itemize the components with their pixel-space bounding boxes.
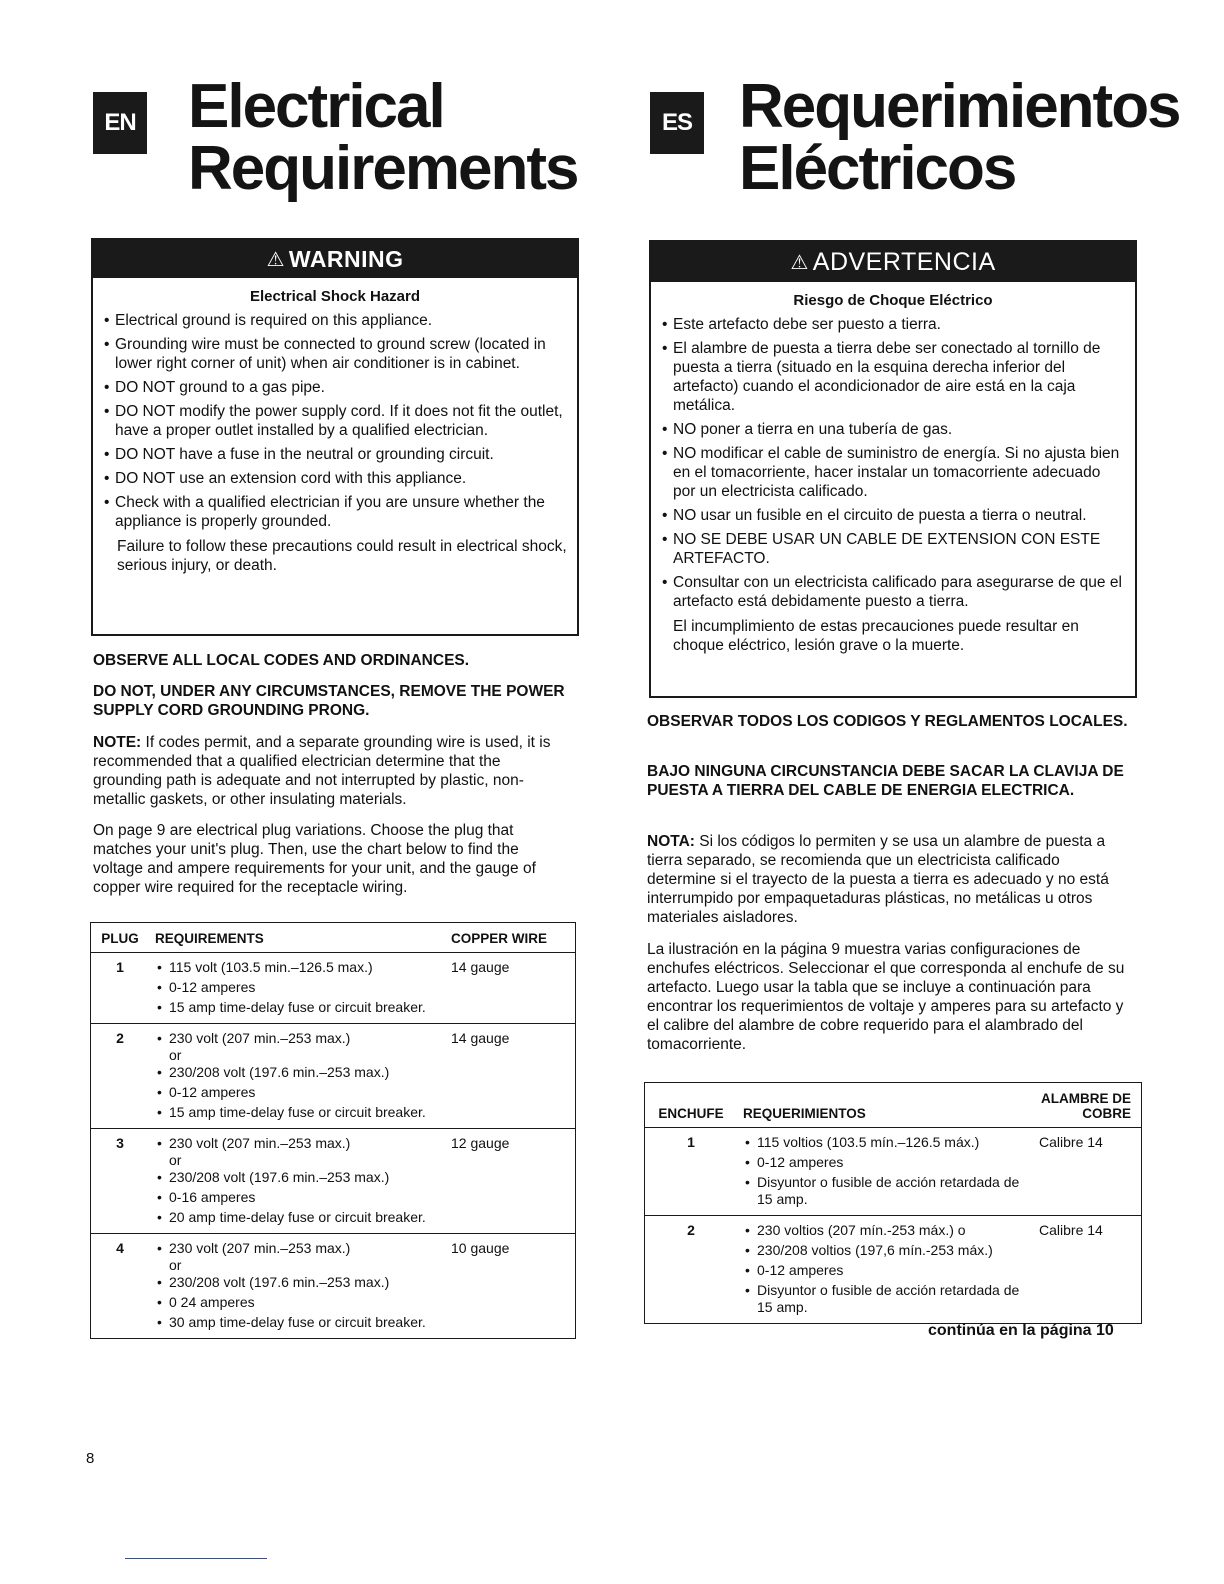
requirement-item: • 0-12 amperes [169,1084,439,1101]
or-separator: or [169,1047,182,1063]
note-label: NOTA: [647,833,695,850]
warning-box-es [649,240,1137,698]
warning-subtitle: Riesgo de Choque Eléctrico [793,292,993,309]
warning-item: • DO NOT modify the power supply cord. If it does not fit the outlet, have a proper outlet installed by a qualified electrician. [115,402,569,440]
note-paragraph [93,733,571,809]
requirement-item: • 30 amp time-delay fuse or circuit breaker. [169,1314,439,1331]
requirement-item: • 0-12 amperes [757,1154,1027,1171]
warning-item: • Este artefacto debe ser puesto a tierra. [673,315,1127,334]
warning-header-label: ADVERTENCIA [812,247,996,276]
warning-triangle-icon: ⚠ [790,251,809,274]
grounding-prong-heading: DO NOT, UNDER ANY CIRCUMSTANCES, REMOVE THE POWER SUPPLY CORD GROUNDING PRONG. [93,683,565,719]
warning-item: • Grounding wire must be connected to ground screw (located in lower right corner of unit) when air conditioner is in cabinet. [115,335,569,373]
col-header-requirements: REQUERIMIENTOS [737,1083,1033,1128]
requirements-table-es [644,1082,1142,1324]
requirements-cell [149,953,445,1024]
wire-gauge: 14 gauge [445,1024,576,1129]
warning-box-en [91,238,579,636]
warning-list [93,311,577,531]
observe-codes-heading: OBSERVE ALL LOCAL CODES AND ORDINANCES. [93,652,470,669]
requirements-cell [737,1216,1033,1324]
page-title-en [188,72,578,203]
table-header-row [91,923,576,953]
requirements-cell [737,1128,1033,1216]
requirements-cell [149,1024,445,1129]
requirement-item: • 20 amp time-delay fuse or circuit breaker. [169,1209,439,1226]
title-line-1: Requerimientos [739,72,1180,141]
plug-variations-paragraph: La ilustración en la página 9 muestra varias configuraciones de enchufes eléctricos. Seleccionar el que corresponda al enchufe de su artefacto. Luego usar la tabla que se incluye a continuación para encontrar los requerimientos de voltaje y amperes para su artefacto y el calibre del alambre de cobre requerido para el alambrado del tomacorriente. [647,941,1125,1053]
wire-gauge: Calibre 14 [1039,1222,1103,1238]
language-badge-es: ES [650,92,704,154]
language-badge-en: EN [93,92,147,154]
warning-item: • DO NOT use an extension cord with this appliance. [115,469,569,488]
table-row [91,1234,576,1339]
page-number: 8 [86,1450,95,1467]
title-line-1: Electrical [188,72,444,141]
plug-number: 2 [687,1222,695,1238]
col-header-copper-wire: ALAMBRE DE COBRE [1033,1083,1142,1128]
table-header-row [645,1083,1142,1128]
requirement-item: • 230 volt (207 min.–253 max.) [169,1135,439,1152]
requirement-item: • 230 volt (207 min.–253 max.) [169,1240,439,1257]
requirement-item: • 230/208 voltios (197,6 mín.-253 máx.) [757,1242,1027,1259]
title-line-2: Requirements [188,134,578,203]
requirement-item: • 0 24 amperes [169,1294,439,1311]
warning-item: • Consultar con un electricista calificado para asegurarse de que el artefacto está debidamente puesto a tierra. [673,573,1127,611]
plug-number: 1 [645,1128,738,1216]
col-header-plug: ENCHUFE [645,1083,738,1128]
grounding-prong-heading: BAJO NINGUNA CIRCUNSTANCIA DEBE SACAR LA CLAVIJA DE PUESTA A TIERRA DEL CABLE DE ENERGIA ELECTRICA. [647,763,1124,799]
or-separator: or [169,1257,182,1273]
requirement-item: • Disyuntor o fusible de acción retardada de 15 amp. [757,1282,1027,1316]
page-title-es [739,72,1180,203]
warning-item: • NO poner a tierra en una tubería de gas. [673,420,1127,439]
warning-footer: Failure to follow these precautions could result in electrical shock, serious injury, or death. [117,538,567,574]
warning-item: • NO usar un fusible en el circuito de puesta a tierra o neutral. [673,506,1127,525]
col-header-requirements: REQUIREMENTS [149,923,445,953]
table-row [91,953,576,1024]
table-row [91,1024,576,1129]
requirement-item: • 115 voltios (103.5 mín.–126.5 máx.) [757,1134,1027,1151]
requirement-item: • 230/208 volt (197.6 min.–253 max.) [169,1274,439,1291]
warning-subtitle: Electrical Shock Hazard [249,288,421,305]
footer-rule [125,1558,267,1559]
wire-gauge: 14 gauge [445,953,576,1024]
col-header-plug: PLUG [91,923,150,953]
warning-item: • El alambre de puesta a tierra debe ser conectado al tornillo de puesta a tierra (situado en la esquina derecha inferior del artefacto) cuando el acondicionador de aire está en la caja metálica. [673,339,1127,415]
wire-gauge: 12 gauge [445,1129,576,1234]
note-label: NOTE: [93,734,142,751]
wire-gauge: Calibre 14 [1033,1128,1142,1216]
requirement-item: • 115 volt (103.5 min.–126.5 max.) [169,959,439,976]
requirement-item: • 15 amp time-delay fuse or circuit breaker. [169,1104,439,1121]
requirement-item: • 15 amp time-delay fuse or circuit breaker. [169,999,439,1016]
requirements-cell [149,1129,445,1234]
warning-item: • NO modificar el cable de suministro de energía. Si no ajusta bien en el tomacorriente, hacer instalar un tomacorriente adecuado por un electricista calificado. [673,444,1127,501]
note-text: Si los códigos lo permiten y se usa un alambre de puesta a tierra separado, se recomienda que un electricista calificado determine si el trayecto de la puesta a tierra es adecuado y no está interrumpido por empaquetaduras plásticas, no metálicas u otros materiales aisladores. [647,833,1109,926]
warning-list [651,315,1135,611]
warning-footer: El incumplimiento de estas precauciones puede resultar en choque eléctrico, lesión grave o la muerte. [673,618,1079,654]
note-text: If codes permit, and a separate grounding wire is used, it is recommended that a qualified electrician determine that the grounding path is adequate and not interrupted by plastic, non-metallic gaskets, or other insulating materials. [93,734,551,808]
warning-item: • DO NOT ground to a gas pipe. [115,378,569,397]
plug-variations-paragraph: On page 9 are electrical plug variations. Choose the plug that matches your unit's plug. Then, use the chart below to find the voltage and ampere requirements for your unit, and the gauge of copper wire required for the receptacle wiring. [93,822,536,896]
requirements-table-en [90,922,576,1339]
warning-item: • NO SE DEBE USAR UN CABLE DE EXTENSION CON ESTE ARTEFACTO. [673,530,1127,568]
table-row [645,1128,1142,1216]
warning-item: • Electrical ground is required on this appliance. [115,311,569,330]
requirement-item: • 230/208 volt (197.6 min.–253 max.) [169,1064,439,1081]
plug-number: 1 [91,953,150,1024]
plug-number: 4 [116,1240,124,1256]
requirement-item: • 0-12 amperes [757,1262,1027,1279]
requirements-cell [149,1234,445,1339]
table-row [645,1216,1142,1324]
continued-note: continúa en la página 10 [928,1322,1114,1339]
note-paragraph [647,832,1129,927]
plug-number: 3 [91,1129,150,1234]
requirement-item: • 0-16 amperes [169,1189,439,1206]
requirement-item: • 230 voltios (207 mín.-253 máx.) o [757,1222,1027,1239]
wire-gauge: 10 gauge [451,1240,510,1256]
or-separator: or [169,1152,182,1168]
warning-item: • DO NOT have a fuse in the neutral or grounding circuit. [115,445,569,464]
warning-item: • Check with a qualified electrician if you are unsure whether the appliance is properly grounded. [115,493,569,531]
requirement-item: • Disyuntor o fusible de acción retardada de 15 amp. [757,1174,1027,1208]
plug-number: 2 [91,1024,150,1129]
requirement-item: • 0-12 amperes [169,979,439,996]
requirement-item: • 230/208 volt (197.6 min.–253 max.) [169,1169,439,1186]
table-row [91,1129,576,1234]
col-header-copper-wire: COPPER WIRE [445,923,576,953]
warning-header-label: WARNING [288,245,404,272]
title-line-2: Eléctricos [739,134,1016,203]
warning-header [651,242,1135,282]
requirement-item: • 230 volt (207 min.–253 max.) [169,1030,439,1047]
warning-header [93,240,577,278]
warning-triangle-icon: ⚠ [266,248,285,271]
observe-codes-heading: OBSERVAR TODOS LOS CODIGOS Y REGLAMENTOS LOCALES. [647,713,1128,730]
